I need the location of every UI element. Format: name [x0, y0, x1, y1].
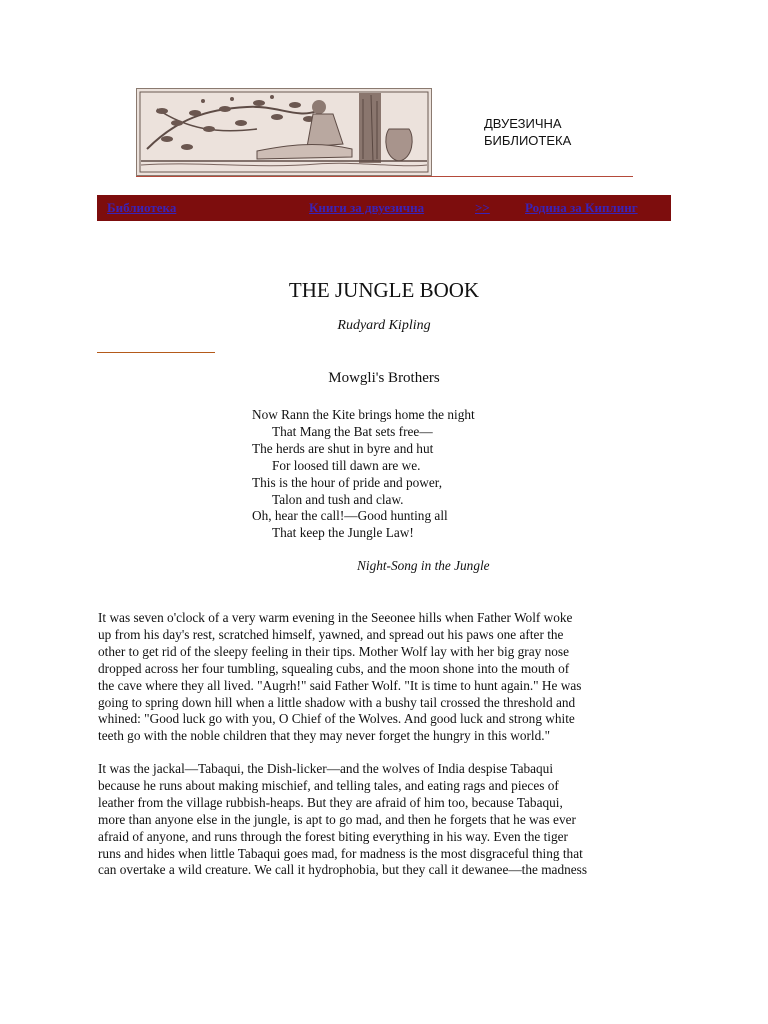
reclining-figure-engraving [137, 89, 431, 175]
book-author: Rudyard Kipling [337, 318, 431, 333]
section-divider [97, 352, 215, 353]
paragraph-line: more than anyone else in the jungle, is apt to go mad, and then he forgets that he was ever [98, 811, 576, 827]
paragraph-line: leather from the village rubbish-heaps. But they are afraid of him too, because Tabaqui, [98, 794, 563, 810]
paragraph-line: teeth go with the noble children that they may never forget the hungry in this world." [98, 728, 550, 744]
nav-link-kipling[interactable]: Родина за Киплинг [525, 200, 638, 215]
poem-line: For loosed till dawn are we. [272, 457, 421, 473]
nav-link-next[interactable]: >> [475, 200, 490, 215]
library-title [484, 115, 571, 149]
library-title-line1: ДВУЕЗИЧНА [484, 116, 562, 131]
poem-line: This is the hour of pride and power, [252, 474, 443, 490]
paragraph-line: going to spring down hill when a little shadow with a bushy tail crossed the threshold and [98, 694, 576, 710]
paragraph-line: runs and hides when little Tabaqui goes mad, for madness is the most disgraceful thing that [98, 845, 583, 861]
poem-line: Oh, hear the call!—Good hunting all [252, 508, 448, 524]
poem-line: The herds are shut in byre and hut [252, 440, 434, 456]
paragraph-line: whined: "Good luck go with you, O Chief of the Wolves. And good luck and strong white [98, 711, 575, 727]
paragraph-line: It was seven o'clock of a very warm evening in the Seeonee hills when Father Wolf woke [98, 610, 573, 625]
paragraph-line: other to get rid of the sleepy feeling in their tips. Mother Wolf lay with her big gray nose [98, 643, 569, 659]
library-title-line2: БИБЛИОТЕКА [484, 133, 572, 148]
poem-line: That keep the Jungle Law! [272, 525, 414, 541]
nav-link-library[interactable]: Библиотека [107, 200, 177, 215]
epigraph-poem [252, 407, 475, 542]
nav-bar [97, 195, 671, 221]
body-paragraph-1 [98, 610, 672, 745]
paragraph-line: dropped across her four tumbling, squealing cubs, and the moon shone into the mouth of [98, 660, 570, 676]
paragraph-line: afraid of anyone, and runs through the forest biting everything in his way. Even the tiger [98, 828, 568, 844]
poem-source: Night-Song in the Jungle [357, 558, 490, 573]
poem-line: Now Rann the Kite brings home the night [252, 407, 475, 422]
paragraph-line: up from his day's rest, scratched himself, yawned, and spread out his paws one after the [98, 626, 564, 642]
poem-line: That Mang the Bat sets free— [272, 423, 433, 439]
header-illustration [136, 88, 432, 176]
paragraph-line: can overtake a wild creature. We call it hydrophobia, but they call it dewanee—the madness [98, 862, 588, 878]
paragraph-line: It was the jackal—Tabaqui, the Dish-licker—and the wolves of India despise Tabaqui [98, 761, 554, 776]
header-divider [136, 176, 633, 177]
poem-line: Talon and tush and claw. [272, 491, 404, 507]
chapter-title: Mowgli's Brothers [328, 370, 440, 386]
body-paragraph-2 [98, 761, 672, 879]
book-title: THE JUNGLE BOOK [288, 278, 480, 302]
paragraph-line: the cave where they all lived. "Augrh!" said Father Wolf. "It is time to hunt again." He was [98, 677, 582, 693]
paragraph-line: because he runs about making mischief, and telling tales, and eating rags and pieces of [98, 777, 559, 793]
nav-link-bilingual-books[interactable]: Книги за двуезична [309, 200, 425, 215]
